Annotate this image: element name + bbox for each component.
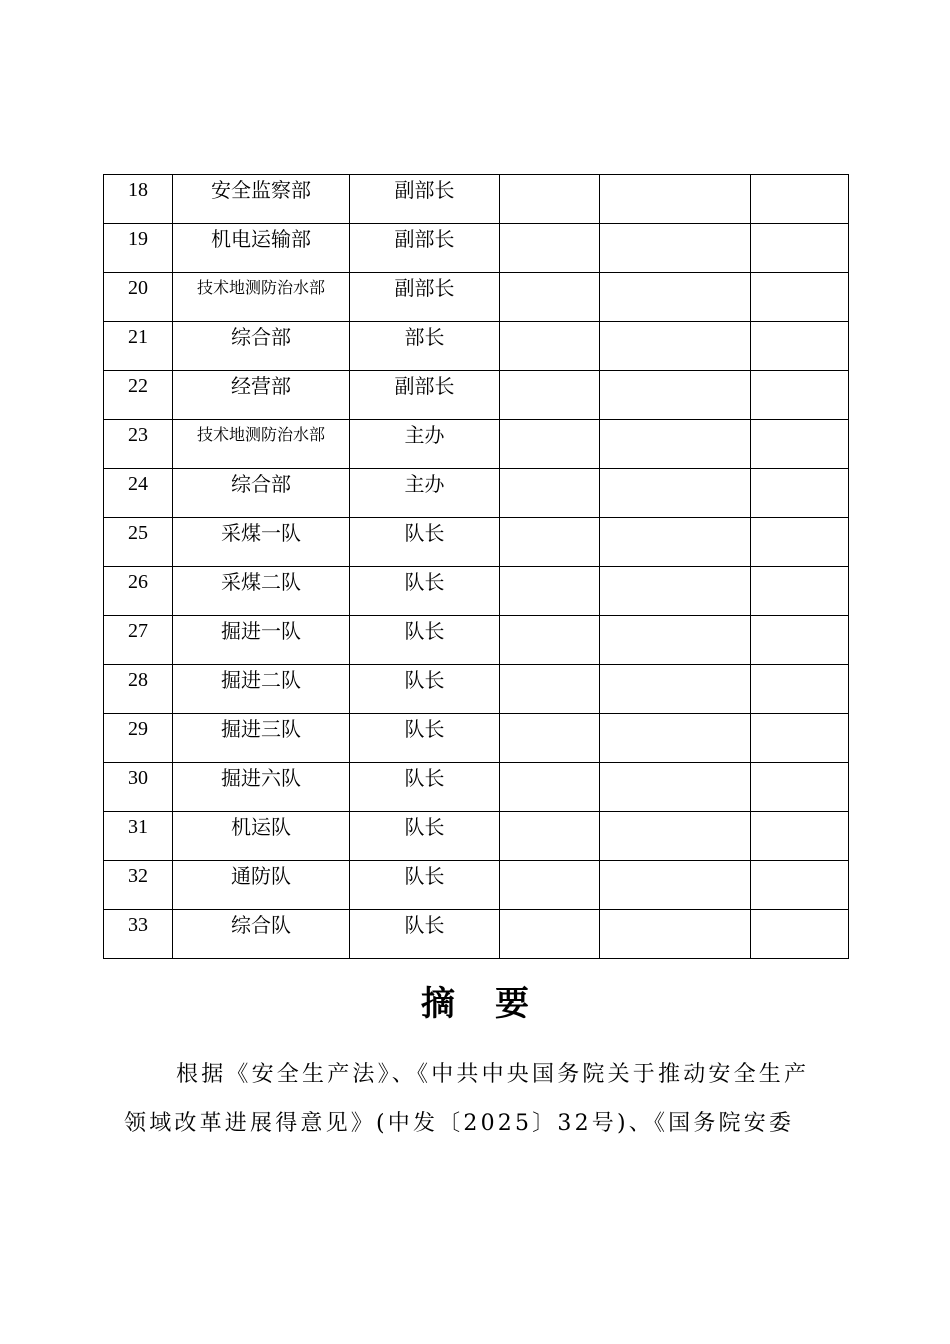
row-number-cell bbox=[104, 714, 173, 763]
row-number-cell-text: 25 bbox=[128, 522, 148, 544]
blank-cell bbox=[500, 763, 600, 812]
department-cell bbox=[173, 665, 350, 714]
blank-cell bbox=[600, 714, 751, 763]
blank-cell bbox=[600, 420, 751, 469]
table-row bbox=[104, 910, 849, 959]
row-number-cell bbox=[104, 910, 173, 959]
blank-cell bbox=[751, 861, 849, 910]
blank-cell bbox=[751, 371, 849, 420]
personnel-table-body bbox=[104, 175, 849, 959]
row-number-cell bbox=[104, 175, 173, 224]
row-number-cell bbox=[104, 665, 173, 714]
blank-cell-text bbox=[500, 665, 599, 670]
blank-cell bbox=[500, 567, 600, 616]
department-cell bbox=[173, 714, 350, 763]
position-cell-text: 队长 bbox=[404, 668, 445, 692]
row-number-cell bbox=[104, 812, 173, 861]
row-number-cell bbox=[104, 322, 173, 371]
blank-cell-text bbox=[751, 420, 848, 425]
position-cell bbox=[350, 616, 500, 665]
blank-cell-text bbox=[500, 567, 599, 572]
blank-cell-text bbox=[500, 273, 599, 278]
department-cell-text: 掘进二队 bbox=[221, 668, 301, 692]
blank-cell bbox=[500, 616, 600, 665]
row-number-cell bbox=[104, 469, 173, 518]
blank-cell-text bbox=[600, 371, 750, 376]
blank-cell-text bbox=[600, 175, 750, 180]
blank-cell bbox=[500, 322, 600, 371]
blank-cell bbox=[600, 763, 751, 812]
position-cell bbox=[350, 518, 500, 567]
row-number-cell-text: 22 bbox=[128, 375, 148, 397]
blank-cell bbox=[751, 665, 849, 714]
table-row bbox=[104, 518, 849, 567]
table-row bbox=[104, 714, 849, 763]
position-cell bbox=[350, 273, 500, 322]
blank-cell bbox=[751, 714, 849, 763]
table-row bbox=[104, 812, 849, 861]
department-cell bbox=[173, 224, 350, 273]
department-cell bbox=[173, 567, 350, 616]
row-number-cell bbox=[104, 567, 173, 616]
blank-cell bbox=[500, 371, 600, 420]
blank-cell-text bbox=[500, 420, 599, 425]
department-cell-text: 技术地测防治水部 bbox=[196, 278, 325, 297]
blank-cell-text bbox=[751, 518, 848, 523]
blank-cell bbox=[500, 665, 600, 714]
table-row bbox=[104, 371, 849, 420]
row-number-cell-text: 33 bbox=[128, 914, 148, 936]
blank-cell-text bbox=[500, 469, 599, 474]
position-cell bbox=[350, 763, 500, 812]
position-cell bbox=[350, 420, 500, 469]
department-cell bbox=[173, 763, 350, 812]
blank-cell bbox=[751, 567, 849, 616]
table-row bbox=[104, 273, 849, 322]
position-cell bbox=[350, 567, 500, 616]
blank-cell-text bbox=[751, 714, 848, 719]
row-number-cell bbox=[104, 763, 173, 812]
blank-cell-text bbox=[500, 861, 599, 866]
row-number-cell-text: 26 bbox=[128, 571, 148, 593]
row-number-cell-text: 27 bbox=[128, 620, 148, 642]
table-row bbox=[104, 420, 849, 469]
row-number-cell-text: 18 bbox=[128, 179, 148, 201]
table-row bbox=[104, 665, 849, 714]
blank-cell-text bbox=[600, 861, 750, 866]
blank-cell bbox=[600, 371, 751, 420]
department-cell bbox=[173, 616, 350, 665]
department-cell-text: 采煤一队 bbox=[221, 521, 301, 545]
department-cell bbox=[173, 273, 350, 322]
blank-cell bbox=[500, 469, 600, 518]
blank-cell-text bbox=[600, 812, 750, 817]
department-cell-text: 掘进六队 bbox=[221, 766, 301, 790]
position-cell-text: 副部长 bbox=[394, 178, 455, 202]
position-cell-text: 队长 bbox=[404, 815, 445, 839]
blank-cell bbox=[751, 763, 849, 812]
blank-cell bbox=[600, 273, 751, 322]
department-cell bbox=[173, 910, 350, 959]
blank-cell bbox=[600, 665, 751, 714]
blank-cell bbox=[600, 567, 751, 616]
department-cell-text: 综合部 bbox=[231, 325, 291, 349]
position-cell-text: 主办 bbox=[404, 472, 445, 496]
department-cell bbox=[173, 518, 350, 567]
blank-cell-text bbox=[751, 861, 848, 866]
summary-title: 摘要 bbox=[421, 984, 569, 1024]
blank-cell-text bbox=[751, 322, 848, 327]
blank-cell bbox=[751, 910, 849, 959]
row-number-cell bbox=[104, 518, 173, 567]
department-cell-text: 综合部 bbox=[231, 472, 291, 496]
table-row bbox=[104, 763, 849, 812]
blank-cell-text bbox=[600, 714, 750, 719]
blank-cell bbox=[500, 224, 600, 273]
row-number-cell bbox=[104, 224, 173, 273]
row-number-cell bbox=[104, 273, 173, 322]
row-number-cell bbox=[104, 371, 173, 420]
department-cell-text: 机电运输部 bbox=[211, 227, 311, 251]
row-number-cell-text: 20 bbox=[128, 277, 148, 299]
table-row bbox=[104, 861, 849, 910]
position-cell-text: 队长 bbox=[404, 766, 445, 790]
blank-cell-text bbox=[500, 763, 599, 768]
blank-cell bbox=[600, 812, 751, 861]
position-cell bbox=[350, 812, 500, 861]
blank-cell-text bbox=[600, 910, 750, 915]
blank-cell-text bbox=[500, 616, 599, 621]
blank-cell-text bbox=[751, 812, 848, 817]
department-cell-text: 采煤二队 bbox=[221, 570, 301, 594]
row-number-cell-text: 31 bbox=[128, 816, 148, 838]
blank-cell bbox=[751, 420, 849, 469]
position-cell bbox=[350, 175, 500, 224]
blank-cell bbox=[600, 469, 751, 518]
row-number-cell-text: 21 bbox=[128, 326, 148, 348]
blank-cell-text bbox=[751, 224, 848, 229]
blank-cell bbox=[751, 175, 849, 224]
blank-cell-text bbox=[600, 420, 750, 425]
blank-cell bbox=[751, 322, 849, 371]
row-number-cell bbox=[104, 420, 173, 469]
blank-cell-text bbox=[751, 273, 848, 278]
position-cell bbox=[350, 469, 500, 518]
blank-cell bbox=[500, 861, 600, 910]
blank-cell-text bbox=[751, 567, 848, 572]
blank-cell bbox=[751, 224, 849, 273]
table-row bbox=[104, 567, 849, 616]
row-number-cell bbox=[104, 861, 173, 910]
table-row bbox=[104, 175, 849, 224]
blank-cell bbox=[600, 322, 751, 371]
table-row bbox=[104, 322, 849, 371]
position-cell bbox=[350, 371, 500, 420]
department-cell-text: 综合队 bbox=[231, 913, 291, 937]
department-cell-text: 技术地测防治水部 bbox=[196, 425, 325, 444]
blank-cell-text bbox=[600, 469, 750, 474]
department-cell-text: 机运队 bbox=[231, 815, 291, 839]
blank-cell-text bbox=[500, 322, 599, 327]
blank-cell bbox=[751, 469, 849, 518]
position-cell bbox=[350, 861, 500, 910]
table-row bbox=[104, 469, 849, 518]
position-cell-text: 副部长 bbox=[394, 276, 455, 300]
blank-cell bbox=[500, 175, 600, 224]
blank-cell-text bbox=[500, 175, 599, 180]
position-cell bbox=[350, 714, 500, 763]
blank-cell-text bbox=[751, 371, 848, 376]
blank-cell-text bbox=[500, 910, 599, 915]
blank-cell bbox=[751, 616, 849, 665]
blank-cell-text bbox=[500, 518, 599, 523]
blank-cell bbox=[500, 714, 600, 763]
blank-cell-text bbox=[751, 616, 848, 621]
blank-cell bbox=[600, 175, 751, 224]
department-cell bbox=[173, 420, 350, 469]
blank-cell bbox=[751, 273, 849, 322]
row-number-cell-text: 32 bbox=[128, 865, 148, 887]
blank-cell-text bbox=[600, 273, 750, 278]
position-cell bbox=[350, 910, 500, 959]
department-cell bbox=[173, 469, 350, 518]
row-number-cell-text: 28 bbox=[128, 669, 148, 691]
blank-cell-text bbox=[500, 224, 599, 229]
position-cell-text: 队长 bbox=[404, 913, 445, 937]
blank-cell-text bbox=[600, 518, 750, 523]
blank-cell bbox=[600, 861, 751, 910]
position-cell-text: 副部长 bbox=[394, 227, 455, 251]
blank-cell bbox=[500, 273, 600, 322]
personnel-table bbox=[103, 174, 849, 959]
position-cell-text: 队长 bbox=[404, 521, 445, 545]
blank-cell-text bbox=[500, 714, 599, 719]
blank-cell bbox=[500, 518, 600, 567]
blank-cell-text bbox=[500, 371, 599, 376]
blank-cell bbox=[600, 518, 751, 567]
row-number-cell-text: 30 bbox=[128, 767, 148, 789]
blank-cell-text bbox=[600, 763, 750, 768]
blank-cell bbox=[751, 518, 849, 567]
department-cell-text: 掘进一队 bbox=[221, 619, 301, 643]
blank-cell-text bbox=[751, 665, 848, 670]
blank-cell bbox=[500, 812, 600, 861]
blank-cell bbox=[751, 812, 849, 861]
blank-cell bbox=[600, 224, 751, 273]
position-cell-text: 队长 bbox=[404, 619, 445, 643]
table-row bbox=[104, 616, 849, 665]
blank-cell-text bbox=[751, 910, 848, 915]
department-cell bbox=[173, 861, 350, 910]
blank-cell-text bbox=[600, 224, 750, 229]
position-cell-text: 部长 bbox=[404, 325, 445, 349]
department-cell bbox=[173, 371, 350, 420]
department-cell-text: 安全监察部 bbox=[211, 178, 311, 202]
blank-cell bbox=[600, 910, 751, 959]
row-number-cell-text: 29 bbox=[128, 718, 148, 740]
position-cell-text: 主办 bbox=[404, 423, 445, 447]
department-cell-text: 通防队 bbox=[231, 864, 291, 888]
position-cell bbox=[350, 665, 500, 714]
table-row bbox=[104, 224, 849, 273]
position-cell-text: 队长 bbox=[404, 864, 445, 888]
blank-cell-text bbox=[600, 322, 750, 327]
position-cell-text: 副部长 bbox=[394, 374, 455, 398]
blank-cell-text bbox=[600, 665, 750, 670]
blank-cell bbox=[600, 616, 751, 665]
row-number-cell bbox=[104, 616, 173, 665]
position-cell bbox=[350, 322, 500, 371]
blank-cell-text bbox=[500, 812, 599, 817]
department-cell-text: 经营部 bbox=[231, 374, 291, 398]
department-cell-text: 掘进三队 bbox=[221, 717, 301, 741]
blank-cell-text bbox=[751, 763, 848, 768]
blank-cell-text bbox=[751, 469, 848, 474]
blank-cell bbox=[500, 910, 600, 959]
row-number-cell-text: 24 bbox=[128, 473, 148, 495]
blank-cell bbox=[500, 420, 600, 469]
position-cell bbox=[350, 224, 500, 273]
department-cell bbox=[173, 812, 350, 861]
blank-cell-text bbox=[600, 567, 750, 572]
blank-cell-text bbox=[600, 616, 750, 621]
row-number-cell-text: 23 bbox=[128, 424, 148, 446]
row-number-cell-text: 19 bbox=[128, 228, 148, 250]
position-cell-text: 队长 bbox=[404, 570, 445, 594]
blank-cell-text bbox=[751, 175, 848, 180]
department-cell bbox=[173, 175, 350, 224]
summary-paragraph: 根据《安全生产法》、《中共中央国务院关于推动安全生产领域改革进展得意见》(中发〔2025〕32号)、《国务院安委 bbox=[124, 1062, 810, 1136]
position-cell-text: 队长 bbox=[404, 717, 445, 741]
department-cell bbox=[173, 322, 350, 371]
